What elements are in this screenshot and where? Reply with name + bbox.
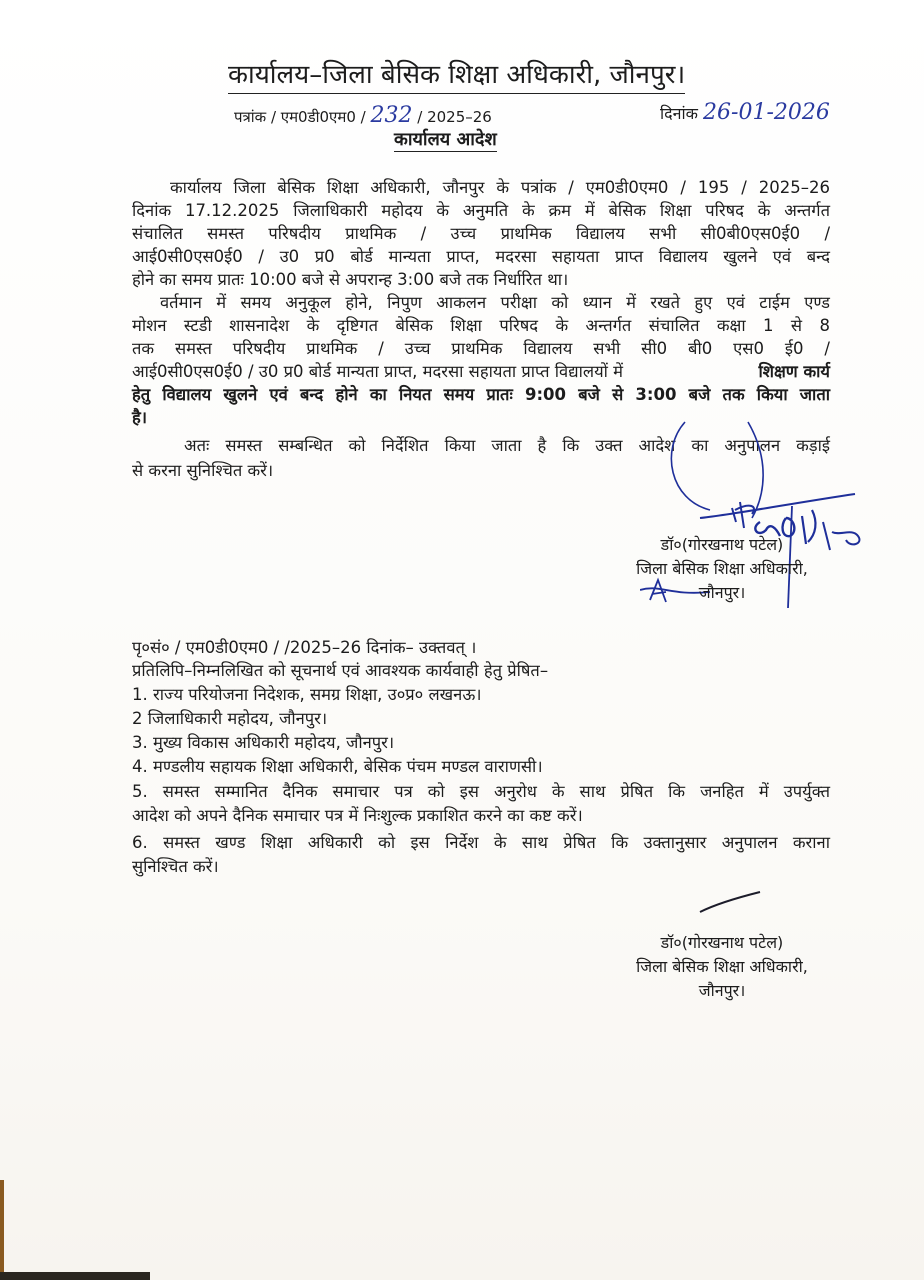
para1-line: दिनांक 17.12.2025 जिलाधिकारी महोदय के अनुमति के क्रम में बेसिक शिक्षा परिषद के अन्तर्गत bbox=[132, 201, 830, 220]
copy-intro: प्रतिलिपि–निम्नलिखित को सूचनार्थ एवं आवश्यक कार्यवाही हेतु प्रेषित– bbox=[132, 661, 549, 680]
para2-line bbox=[132, 362, 830, 382]
ink-signature-stroke bbox=[732, 502, 754, 528]
date-value-handwritten: 26-01-2026 bbox=[703, 100, 830, 125]
signature-block-top bbox=[606, 533, 838, 605]
para2-line: मोशन स्टडी शासनादेश के दृष्टिगत बेसिक शिक्षा परिषद के अन्तर्गत संचालित कक्षा 1 से 8 bbox=[132, 316, 830, 335]
page-edge-shadow bbox=[0, 1180, 4, 1280]
copy-item: 5. समस्त सम्मानित दैनिक समाचार पत्र को इस अनुरोध के साथ प्रेषित कि जनहित में उपर्युक्त bbox=[132, 782, 830, 801]
copy-item-continued: सुनिश्चित करें। bbox=[132, 857, 219, 876]
para2-line: तक समस्त परिषदीय प्राथमिक / उच्च प्राथमिक विद्यालय सभी सी0 बी0 एस0 ई0 / bbox=[132, 339, 830, 358]
date-line bbox=[660, 100, 830, 125]
para3-line: से करना सुनिश्चित करें। bbox=[132, 461, 274, 480]
copy-item: 3. मुख्य विकास अधिकारी महोदय, जौनपुर। bbox=[132, 733, 395, 752]
ink-signature-stroke bbox=[700, 892, 760, 912]
ref-year: / 2025–26 bbox=[417, 108, 492, 126]
reference-line bbox=[234, 103, 492, 128]
para2-line: वर्तमान में समय अनुकूल होने, निपुण आकलन परीक्षा को ध्यान में रखते हुए एवं टाईम एण्ड bbox=[160, 293, 830, 312]
officer-place: जौनपुर। bbox=[698, 583, 746, 602]
para2-line-bold: हेतु विद्यालय खुलने एवं बन्द होने का नियत समय प्रातः 9:00 बजे से 3:00 बजे तक किया जाता bbox=[132, 385, 830, 404]
copy-ref-line: पृ०सं० / एम0डी0एम0 / /2025–26 दिनांक– उक्तवत् । bbox=[132, 638, 477, 657]
officer-name: डॉ०(गोरखनाथ पटेल) bbox=[660, 535, 784, 554]
copy-item: 2 जिलाधिकारी महोदय, जौनपुर। bbox=[132, 709, 328, 728]
copy-item-continued: आदेश को अपने दैनिक समाचार पत्र में निःशुल्क प्रकाशित करने का कष्ट करें। bbox=[132, 806, 583, 825]
order-title: कार्यालय आदेश bbox=[394, 129, 497, 150]
officer-designation: जिला बेसिक शिक्षा अधिकारी, bbox=[636, 957, 808, 976]
para1-line: आई0सी0एस0ई0 / उ0 प्र0 बोर्ड मान्यता प्राप्त, मदरसा सहायता प्राप्त विद्यालय खुलने एवं बन्द bbox=[132, 247, 830, 266]
ref-prefix: पत्रांक / एम0डी0एम0 / bbox=[234, 108, 366, 126]
ref-number-handwritten: 232 bbox=[370, 103, 413, 128]
ink-signature-stroke bbox=[700, 494, 855, 518]
copy-item: 1. राज्य परियोजना निदेशक, समग्र शिक्षा, उ०प्र० लखनऊ। bbox=[132, 685, 482, 704]
para2-line4-text: आई0सी0एस0ई0 / उ0 प्र0 बोर्ड मान्यता प्राप्त, मदरसा सहायता प्राप्त विद्यालयों में bbox=[132, 362, 624, 381]
officer-name: डॉ०(गोरखनाथ पटेल) bbox=[660, 933, 784, 952]
para1-line: होने का समय प्रातः 10:00 बजे से अपरान्ह 3:00 बजे तक निर्धारित था। bbox=[132, 270, 569, 289]
officer-designation: जिला बेसिक शिक्षा अधिकारी, bbox=[636, 559, 808, 578]
ink-circle-stroke bbox=[671, 422, 710, 510]
office-title: कार्यालय–जिला बेसिक शिक्षा अधिकारी, जौनपुर। bbox=[228, 58, 685, 94]
para1-line: संचालित समस्त परिषदीय प्राथमिक / उच्च प्राथमिक विद्यालय सभी सी0बी0एस0ई0 / bbox=[132, 224, 830, 243]
page-edge-shadow bbox=[0, 1272, 150, 1280]
date-label: दिनांक bbox=[660, 104, 698, 123]
para1-line: कार्यालय जिला बेसिक शिक्षा अधिकारी, जौनपुर के पत्रांक / एम0डी0एम0 / 195 / 2025–26 bbox=[170, 178, 830, 197]
para3-line: अतः समस्त सम्बन्धित को निर्देशित किया जाता है कि उक्त आदेश का अनुपालन कड़ाई bbox=[184, 436, 830, 455]
officer-place: जौनपुर। bbox=[698, 981, 746, 1000]
para2-line-bold: है। bbox=[132, 408, 148, 427]
ink-circle-stroke bbox=[748, 422, 763, 518]
copy-item: 6. समस्त खण्ड शिक्षा अधिकारी को इस निर्देश के साथ प्रेषित कि उक्तानुसार अनुपालन कराना bbox=[132, 833, 830, 852]
copy-item: 4. मण्डलीय सहायक शिक्षा अधिकारी, बेसिक पंचम मण्डल वाराणसी। bbox=[132, 757, 543, 776]
para2-line4-bold: शिक्षण कार्य bbox=[758, 362, 830, 381]
signature-block-bottom bbox=[606, 931, 838, 1003]
signature-ink-bottom bbox=[696, 888, 766, 918]
